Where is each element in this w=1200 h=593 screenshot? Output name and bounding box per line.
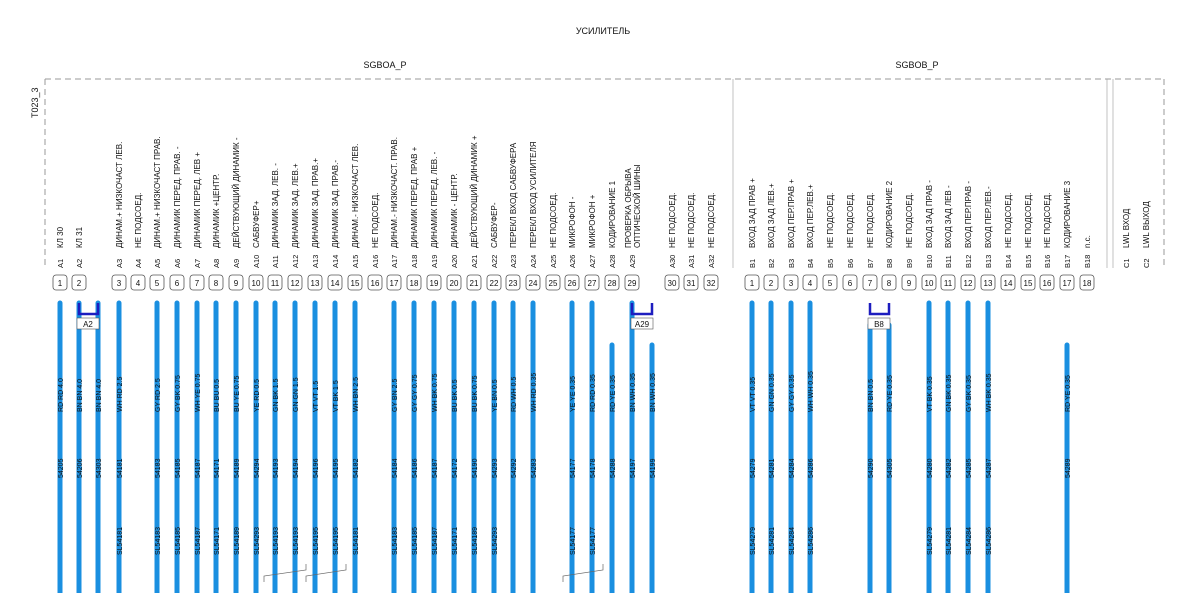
wire-color-code: VT VT 0.35 [750,376,757,412]
pin-number: 16 [370,279,380,288]
wire-number: 54184 [392,458,399,478]
pin-label: A17 [390,254,399,268]
pin-description: КЛ 30 [56,226,65,248]
wire-color-code: RD YE 0.35 [887,375,894,412]
wire-splice-ref: SL54177 [570,526,577,555]
wire-number: 54288 [610,458,617,478]
wire-splice-ref: SL54286 [986,526,993,555]
wire-splice-ref: SL54293 [254,526,261,555]
pin-number: 15 [1023,279,1033,288]
pin-label: A27 [588,254,597,268]
wire-number: 54283 [531,458,538,478]
pin-number: 15 [350,279,360,288]
pin-description: ОПТИЧЕСКОЙ ШИНЫ [633,164,642,248]
wire-color-code: GY GY 0.75 [412,374,419,412]
pin-number: 3 [788,279,794,288]
pin-number: 23 [508,279,518,288]
wire-number: 54195 [333,458,340,478]
pin-description: ДИНАМИК ПЕРЕД. ПРАВ. - [173,146,182,248]
wire-splice-ref: SL54189 [234,526,241,555]
pin-description: НЕ ПОДСОЕД. [866,192,875,248]
wire-splice-ref: SL54171 [214,526,221,555]
pin-number: 9 [906,279,912,288]
wire-splice-ref: SL54187 [432,526,439,555]
wire-splice-ref: SL54284 [789,526,796,555]
wire-splice-ref: SL54286 [808,526,815,555]
pin-number: 16 [1042,279,1052,288]
pin-label: B11 [944,255,953,268]
pin-description: НЕ ПОДСОЕД. [549,192,558,248]
wire-color-code: RD WH 0.5 [511,376,518,412]
pin-description: ВХОД ПЕР.ЛЕВ.+ [806,184,815,248]
wire-splice-ref: SL54171 [452,526,459,555]
pin-label: A24 [529,254,538,268]
wire-number: 54290 [868,458,875,478]
pin-label: A19 [430,254,439,268]
wire-color-code: VT BK 1.5 [333,380,340,412]
pin-description: НЕ ПОДСОЕД. [905,192,914,248]
pin-label: C2 [1142,258,1151,268]
wire-color-code: BN BN 0.5 [868,378,875,412]
pin-number: 12 [290,279,300,288]
pin-label: C1 [1122,258,1131,268]
wire-number: 54205 [58,458,65,478]
wire-color-code: GN GN 0.35 [769,373,776,412]
wire-color-code: WH RD 0.35 [531,372,538,412]
wire-color-code: VT BK 0.35 [927,376,934,412]
pin-description: ПЕРЕКЛ ВХОД САБВУФЕРА [509,142,518,248]
connector-name: SGBOB_P [895,60,939,70]
pin-number: 24 [528,279,538,288]
pin-description: КОДИРОВАНИЕ 2 [885,180,894,248]
wire-number: 54284 [789,458,796,478]
wire-number: 54293 [492,458,499,478]
wire-splice-ref: SL54187 [195,526,202,555]
wire-number: 54206 [77,458,84,478]
pin-label: A10 [252,254,261,268]
wire-number: 54305 [887,458,894,478]
wire-splice-ref: SL54279 [750,526,757,555]
pin-description: ДИНАМИК ЗАД. ПРАВ.+ [311,158,320,248]
wire-splice-ref: SL54195 [313,526,320,555]
wire-number: 54199 [650,458,657,478]
wire-color-code: BN WH 0.35 [650,373,657,412]
pin-number: 26 [567,279,577,288]
wire-splice-ref: SL54195 [333,526,340,555]
wire-number: 54294 [254,458,261,478]
pin-number: 4 [135,279,141,288]
pin-label: B6 [846,258,855,268]
pin-description: САБВУФЕР+ [252,200,261,248]
wire-number: 54282 [946,458,953,478]
wire-splice-ref: SL54193 [293,526,300,555]
wire-color-code: WH BK 0.75 [432,373,439,412]
pin-number: 11 [943,279,953,288]
pin-label: A3 [115,258,124,268]
pin-label: A25 [549,254,558,268]
pin-label: B16 [1043,254,1052,268]
wire-number: 54186 [412,458,419,478]
wire-number: 54189 [234,458,241,478]
pin-description: НЕ ПОДСОЕД. [371,192,380,248]
pin-label: B10 [925,254,934,268]
wire-number: 54285 [966,458,973,478]
pin-label: A13 [311,254,320,268]
wire-color-code: WH BN 2.5 [353,376,360,412]
pin-label: B15 [1024,254,1033,268]
wire-number: 54177 [570,458,577,478]
pin-number: 13 [983,279,993,288]
wire-color-code: YE YE 0.35 [570,375,577,412]
pin-description: НЕ ПОДСОЕД. [826,192,835,248]
pin-description: НЕ ПОДСОЕД. [687,192,696,248]
pin-number: 20 [449,279,459,288]
wire-splice-ref: SL54279 [927,526,934,555]
wire-color-code: WH BK 0.35 [986,373,993,412]
pin-number: 4 [807,279,813,288]
pin-description: ВХОД ЗАД ПРАВ + [748,178,757,248]
wire-number: 54187 [432,458,439,478]
pin-description: ДИНАМИК ПЕРЕД. ПРАВ + [410,146,419,248]
pin-label: B17 [1063,254,1072,268]
pin-description: МИКРОФОН + [588,194,597,248]
pin-description: ВХОД ЗАД ЛЕВ.+ [767,183,776,248]
pin-number: 29 [627,279,637,288]
pin-description: LWL ВЫХОД [1142,201,1151,248]
pin-label: A21 [470,254,479,268]
splice-bridge [870,303,889,314]
pin-description: НЕ ПОДСОЕД. [668,192,677,248]
pin-label: B14 [1004,254,1013,268]
pin-label: A29 [628,254,637,268]
wire-splice-ref: SL54281 [946,526,953,555]
pin-label: B12 [964,254,973,268]
pin-label: B7 [866,258,875,268]
pin-label: A2 [75,258,84,268]
wire-number: 54289 [1065,458,1072,478]
wire-number: 54194 [293,458,300,478]
wire-number: 54193 [273,458,280,478]
wire-splice-ref: SL54183 [392,526,399,555]
wire-number: 54181 [117,458,124,478]
pin-label: B9 [905,258,914,268]
pin-description: ПЕРЕКЛ ВХОД УСИЛИТЕЛЯ [529,141,538,248]
pin-description: НЕ ПОДСОЕД. [1004,192,1013,248]
wire-color-code: RD YE 0.35 [610,375,617,412]
wire-number: 54280 [927,458,934,478]
pin-number: 32 [706,279,716,288]
splice-bridge [79,303,98,314]
pin-label: B1 [748,258,757,268]
wire-color-code: GN BK 1.5 [273,378,280,412]
pin-label: A26 [568,254,577,268]
pin-number: 6 [174,279,180,288]
pin-description: КОДИРОВАНИЕ 3 [1063,180,1072,248]
wire-color-code: BN BN 4.0 [96,378,103,412]
pin-description: НЕ ПОДСОЕД. [846,192,855,248]
pin-description: ДИНАМИК ЗАД. ПРАВ.- [331,160,340,248]
wire-color-code: YE BN 0.5 [492,379,499,412]
wire-color-code: WH WH 0.35 [808,371,815,412]
pin-number: 2 [76,279,82,288]
wire-number: 54178 [590,458,597,478]
wire-color-code: WH YE 0.75 [195,373,202,412]
pin-number: 25 [548,279,558,288]
pin-description: ДИНАМИК ЗАД. ЛЕВ.+ [291,163,300,248]
pin-description: ДИНАМ.+ НИЗКОЧАСТ ЛЕВ. [115,141,124,248]
wire-splice-ref: SL54183 [155,526,162,555]
splice-label: A2 [83,320,93,329]
wire-number: 54185 [175,458,182,478]
pin-description: ДИНАМИК ПЕРЕД. ЛЕВ. - [430,151,439,248]
pin-label: A9 [232,258,241,268]
wire-splice-ref: SL54281 [769,526,776,555]
twisted-pair-marker [563,564,603,582]
pin-number: 3 [116,279,122,288]
page-title: УСИЛИТЕЛЬ [575,26,631,36]
wire-color-code: GY BK 0.35 [966,375,973,412]
wire-number: 54287 [986,458,993,478]
pin-description: ВХОД ПЕР.ПРАВ + [787,179,796,248]
component-ref: T023_3 [30,87,40,118]
pin-description: МИКРОФОН - [568,196,577,248]
pin-number: 13 [310,279,320,288]
wire-splice-ref: SL54284 [966,526,973,555]
pin-label: A20 [450,254,459,268]
pin-description: ПРОВЕРКА ОБРЫВА [624,168,633,248]
pin-description: ВХОД ПЕР.ПРАВ - [964,181,973,248]
wire-color-code: GY BK 0.75 [175,375,182,412]
pin-number: 7 [867,279,873,288]
wire-color-code: BU BK 0.5 [452,379,459,412]
wire-color-code: BN BN 4.0 [77,378,84,412]
wire-number: 54182 [353,458,360,478]
wire-color-code: RD YE 0.35 [1065,375,1072,412]
twisted-pair-marker [306,564,346,582]
pin-label: A14 [331,254,340,268]
pin-description: КОДИРОВАНИЕ 1 [608,180,617,248]
pin-description: НЕ ПОДСОЕД. [1024,192,1033,248]
pin-number: 9 [233,279,239,288]
pin-description: n.c. [1083,235,1092,248]
wire-color-code: BU YE 0.75 [234,375,241,412]
wire-color-code: GN BK 0.35 [946,374,953,412]
wire-number: 54183 [155,458,162,478]
pin-number: 1 [57,279,63,288]
pin-number: 11 [270,279,280,288]
pin-number: 22 [489,279,499,288]
pin-description: ВХОД ЗАД ПРАВ - [925,180,934,248]
pin-description: ДИНАМ.- НИЗКОЧАСТ. ПРАВ. [390,137,399,248]
wire-splice-ref: SL54185 [175,526,182,555]
pin-label: A23 [509,254,518,268]
splice-bridge [632,303,652,314]
wire-number: 54303 [96,458,103,478]
pin-label: B18 [1083,254,1092,268]
pin-number: 14 [330,279,340,288]
wire-splice-ref: SL54193 [273,526,280,555]
pin-number: 5 [154,279,160,288]
wire-splice-ref: SL54181 [117,526,124,555]
pin-label: A12 [291,254,300,268]
wire-color-code: GY BN 2.5 [392,378,399,412]
wire-color-code: GN GN 1.5 [293,377,300,412]
wire-splice-ref: SL54189 [472,526,479,555]
pin-label: A11 [271,255,280,268]
pin-number: 14 [1003,279,1013,288]
wire-color-code: RD RD 0.35 [590,374,597,412]
wire-splice-ref: SL54177 [590,526,597,555]
twisted-pair-marker [264,564,306,582]
pin-label: A1 [56,258,65,268]
pin-description: НЕ ПОДСОЕД. [1043,192,1052,248]
pin-label: A30 [668,254,677,268]
pin-number: 2 [768,279,774,288]
wire-number: 54190 [472,458,479,478]
pin-number: 21 [469,279,479,288]
pin-label: A7 [193,258,202,268]
pin-number: 30 [667,279,677,288]
wire-number: 54279 [750,458,757,478]
pin-description: ДИНАМИК ПЕРЕД. ЛЕВ + [193,151,202,248]
wire-color-code: VT VT 1.5 [313,380,320,412]
connector-name: SGBOA_P [363,60,407,70]
splice-label: B8 [874,320,884,329]
pin-label: A16 [371,254,380,268]
pin-number: 18 [1082,279,1092,288]
pin-label: A31 [687,254,696,268]
wire-number: 54172 [452,458,459,478]
pin-description: ВХОД ПЕР.ЛЕВ.- [984,186,993,248]
pin-description: ДЕЙСТВУЮЩИЙ ДИНАМИК + [470,135,479,248]
pin-description: КЛ 31 [75,226,84,248]
pin-number: 17 [389,279,399,288]
pin-description: ДЕЙСТВУЮЩИЙ ДИНАМИК - [232,137,241,248]
pin-number: 28 [607,279,617,288]
wire-color-code: BN WH 0.35 [630,373,637,412]
wire-number: 54286 [808,458,815,478]
wire-color-code: BU BU 0.5 [214,378,221,412]
pin-number: 7 [194,279,200,288]
wire-number: 54281 [769,458,776,478]
pin-label: B13 [984,254,993,268]
pin-label: B3 [787,258,796,268]
pin-label: A5 [153,258,162,268]
wire-splice-ref: SL54181 [353,526,360,555]
pin-description: НЕ ПОДСОЕД. [134,192,143,248]
pin-label: A18 [410,254,419,268]
pin-number: 8 [213,279,219,288]
pin-label: B4 [806,258,815,268]
pin-label: A32 [707,254,716,268]
pin-number: 12 [963,279,973,288]
pin-number: 19 [429,279,439,288]
pin-description: ДИНАМ.+ НИЗКОЧАСТ ПРАВ. [153,136,162,248]
pin-description: ВХОД ЗАД ЛЕВ - [944,185,953,248]
pin-number: 10 [924,279,934,288]
wire-splice-ref: SL54185 [412,526,419,555]
pin-label: A28 [608,254,617,268]
pin-description: LWL ВХОД [1122,208,1131,248]
pin-number: 27 [587,279,597,288]
pin-number: 31 [686,279,696,288]
pin-number: 5 [827,279,833,288]
wire-color-code: BU BK 0.75 [472,375,479,412]
wire-number: 54171 [214,458,221,478]
wire-color-code: WH RD 2.5 [117,376,124,412]
pin-description: ДИНАМИК +ЦЕНТР. [212,173,221,248]
wire-color-code: YE RD 0.5 [254,378,261,412]
pin-description: ДИНАМ.- НИЗКОЧАСТ ЛЕВ. [351,143,360,248]
pin-description: САБВУФЕР- [490,202,499,248]
splice-label: A29 [634,320,650,329]
pin-label: A15 [351,254,360,268]
pin-description: НЕ ПОДСОЕД. [707,192,716,248]
pin-description: ДИНАМИК ЗАД. ЛЕВ. - [271,163,280,248]
wire-splice-ref: SL54293 [492,526,499,555]
pin-label: A8 [212,258,221,268]
wire-number: 54196 [313,458,320,478]
wire-color-code: GY GY 0.35 [789,374,796,412]
wire-color-code: GY RD 2.5 [155,378,162,412]
pin-label: B5 [826,258,835,268]
wire-number: 54187 [195,458,202,478]
pin-number: 1 [749,279,755,288]
wire-color-code: RD RD 4.0 [58,378,65,412]
wire-number: 54197 [630,458,637,478]
pin-description: ДИНАМИК - ЦЕНТР. [450,173,459,248]
pin-label: B8 [885,258,894,268]
pin-label: A6 [173,258,182,268]
pin-label: A4 [134,258,143,268]
pin-number: 6 [847,279,853,288]
pin-number: 8 [886,279,892,288]
pin-number: 10 [251,279,261,288]
pin-label: B2 [767,258,776,268]
pin-number: 17 [1062,279,1072,288]
pin-number: 18 [409,279,419,288]
pin-label: A22 [490,254,499,268]
wire-number: 54292 [511,458,518,478]
